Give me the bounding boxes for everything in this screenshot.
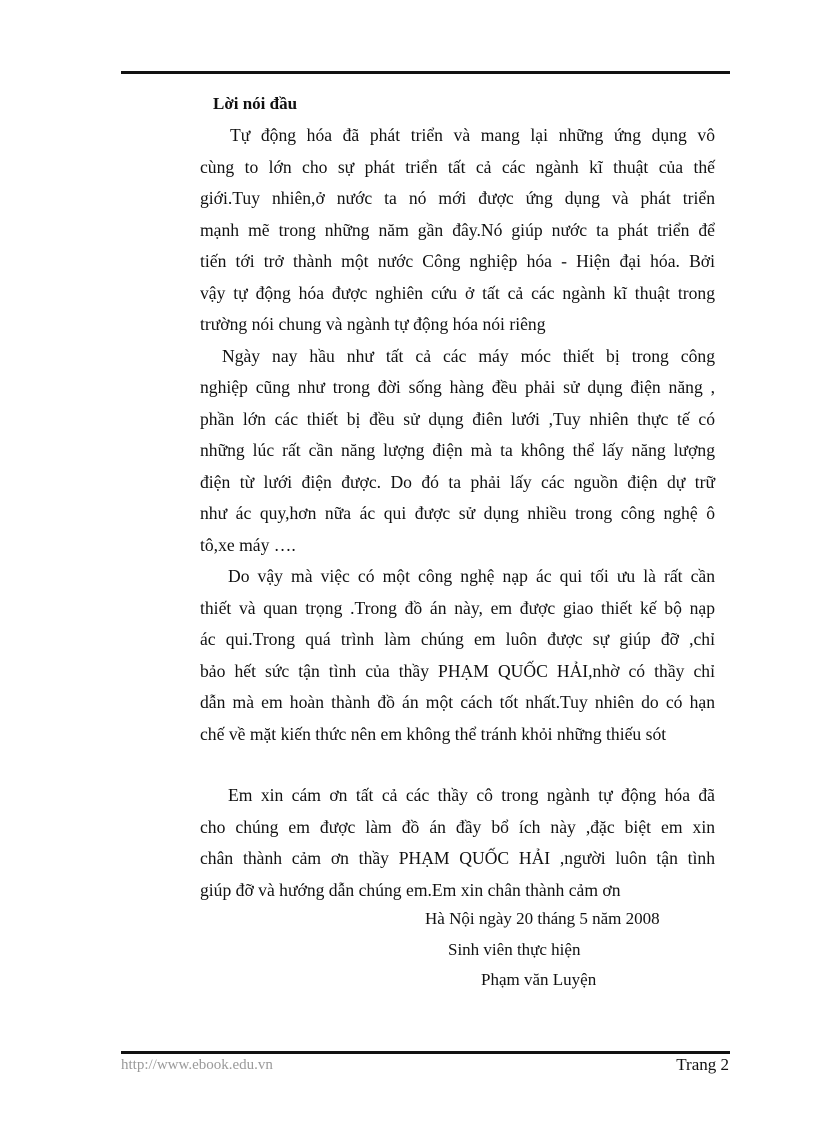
paragraph-line: chân thành cảm ơn thầy PHẠM QUỐC HẢI ,người luôn tận tình [200,848,715,868]
signature-date: Hà Nội ngày 20 tháng 5 năm 2008 [425,909,660,928]
paragraph-line: Em xin cám ơn tất cả các thầy cô trong ngành tự động hóa đã [228,785,715,805]
paragraph-line: giúp đỡ và hướng dẫn chúng em.Em xin chân thành cảm ơn [200,879,621,900]
signature-name: Phạm văn Luyện [481,970,597,989]
paragraph-line: dẫn mà em hoàn thành đồ án một cách tốt nhất.Tuy nhiên do có hạn [200,692,715,712]
paragraph-line: phần lớn các thiết bị đều sử dụng điên lưới ,Tuy nhiên thực tế có [200,408,715,429]
paragraph-line: giới.Tuy nhiên,ở nước ta nó mới được ứng dụng và phát triển [200,188,715,208]
footer-rule [121,1051,730,1054]
paragraph [200,120,715,341]
paragraph-line: trường nói chung và ngành tự động hóa nói riêng [200,314,546,334]
paragraph-line: cho chúng em được làm đồ án đầy bổ ích này ,đặc biệt em xin [200,816,715,837]
footer-url-link[interactable]: http://www.ebook.edu.vn [121,1057,273,1073]
paragraph-line: nghiệp cũng như trong đời sống hàng đều phải sử dụng điện năng , [200,377,715,397]
paragraph-line: như ác quy,hơn nữa ác qui được sử dụng nhiều trong công nghệ ô [200,503,715,523]
paragraph-line: vậy tự động hóa được nghiên cứu ở tất cả các ngành kĩ thuật trong [200,282,715,303]
paragraph-line: Tự động hóa đã phát triển và mang lại những ứng dụng vô [230,125,715,145]
page-title: Lời nói đầu [213,94,298,113]
paragraph-line: tô,xe máy …. [200,534,296,555]
paragraph-line: thiết và quan trọng .Trong đồ án này, em được giao thiết kế bộ nạp [200,597,715,618]
paragraph [200,780,715,906]
paragraph-line: cùng to lớn cho sự phát triển tất cả các ngành kĩ thuật của thế [200,156,715,177]
paragraphs [200,120,715,906]
paragraph [200,341,715,562]
paragraph-line: Do vậy mà việc có một công nghệ nạp ác qui tối ưu là rất cần [228,566,715,586]
paragraph-line: tiến tới trở thành một nước Công nghiệp hóa - Hiện đại hóa. Bởi [200,251,715,271]
paragraph-line: bảo hết sức tận tình của thầy PHẠM QUỐC HẢI,nhờ có thầy chỉ [200,660,715,681]
paragraph-line: mạnh mẽ trong những năm gần đây.Nó giúp nước ta phát triển để [200,219,715,240]
paragraph [200,561,715,750]
paragraph-line: điện từ lưới điện được. Do đó ta phải lấy các nguồn điện dự trữ [200,471,715,492]
signature-role: Sinh viên thực hiện [448,940,581,959]
page-number: Trang 2 [676,1055,729,1074]
paragraph-line: chế về mặt kiến thức nên em không thể tránh khỏi những thiếu sót [200,723,667,744]
paragraph-line: Ngày nay hầu như tất cả các máy móc thiết bị trong công [222,345,715,366]
header-rule [121,71,730,74]
document-body [200,92,715,906]
paragraph-line: những lúc rất cần năng lượng điện mà ta không thể lấy năng lượng [200,440,715,460]
paragraph-line: ác qui.Trong quá trình làm chúng em luôn được sự giúp đỡ ,chỉ [200,629,715,649]
